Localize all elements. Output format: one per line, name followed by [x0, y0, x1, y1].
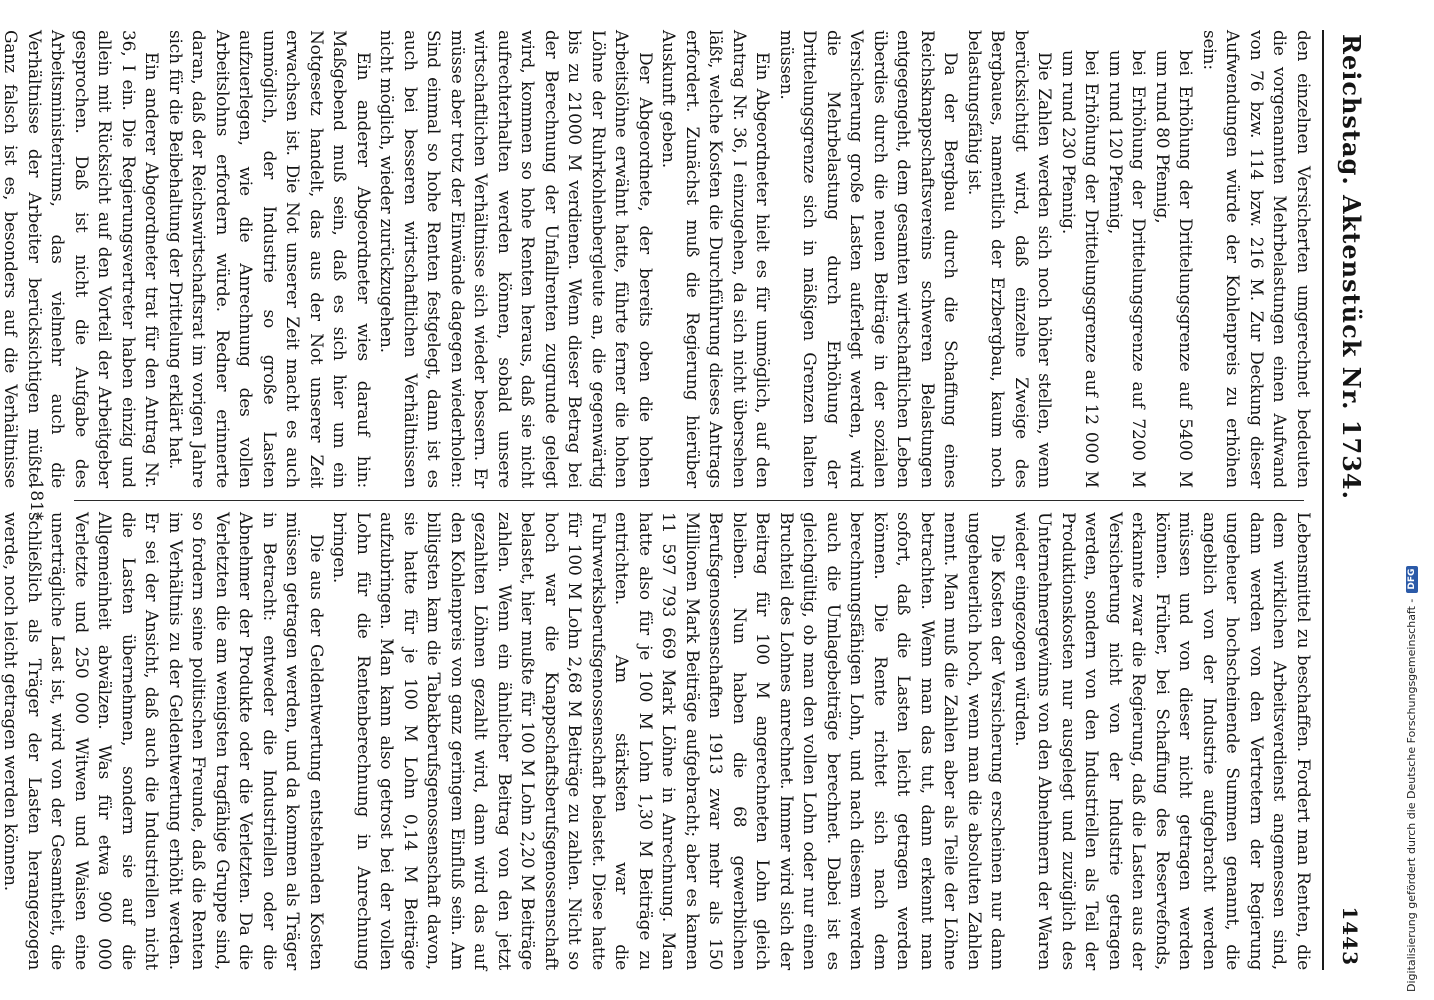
column-divider — [74, 500, 1304, 501]
paragraph: bei Erhöhung der Drittelungsgrenze auf 12 000 M um rund 230 Pfennig. — [1058, 50, 1102, 488]
paragraph: Die Zahlen werden sich noch höher stellen, wenn berücksichtigt wird, daß einzelne Zweige des Bergbaues, namentlich der Erzbergbau, kaum noch belastungsfähig ist. — [964, 30, 1055, 488]
digitisation-notice-text: Digitalisierung gefördert durch die Deutsche Forschungsgemeinschaft - — [1405, 598, 1418, 992]
paragraph: Ein Abgeordneter hielt es für unmöglich, auf den Antrag Nr. 36, I einzugehen, da sich nicht übersehen läßt, welche Kosten die Durchführung dieses Antrags erfordert. Zunächst muß die Regierung hierüber Auskunft geben. — [658, 30, 773, 488]
right-column — [0, 512, 1314, 970]
digitisation-notice-text-wrap — [1405, 566, 1418, 992]
paragraph: Da der Bergbau durch die Schaffung eines Reichsknappschaftsvereins schweren Belastungen entgegengeht, dem gesamten wirtschaftlichen Leben überdies durch die neuen Beiträge in der sozialen Versicherung große Lasten auferlegt werden, wird die Mehrbelastung durch Erhöhung der Drittelungsgrenze sich in mäßigen Grenzen halten müssen. — [776, 30, 961, 488]
paragraph: Ein anderer Abgeordneter wies darauf hin: Maßgebend muß sein, daß es sich hier um ein Notgesetz handelt, das aus der Not unserer Zeit erwachsen ist. Die Not unserer Zeit macht es auch unmöglich, der Industrie so große Lasten aufzuerlegen, wie die Anrechnung des vollen Arbeitslohns erfordern würde. Redner erinnerte daran, daß der Reichswirtschaftsrat im vorigen Jahre sich für die Beibehaltung der Drittelung erklärt hat. — [165, 30, 373, 488]
paragraph: Die Kosten der Versicherung erscheinen nur dann ungeheuerlich hoch, wenn man die absoluten Zahlen nennt. Man muß die Zahlen aber als Teile der Löhne betrachten. Wenn man das tut, dann erkennt man sofort, daß die Lasten leicht getragen werden können. Die Rente richtet sich nach dem berechnungsfähigen Lohn, und nach diesem werden auch die Umlagebeiträge berechnet. Dabei ist es gleichgültig, ob man den vollen Lohn oder nur einen Bruchteil des Lohnes anrechnet. Immer wird sich der Beitrag für 100 M angerechneten Lohn gleich bleiben. Nun haben die 68 gewerblichen Berufsgenossenschaften 1913 zwar mehr als 150 Millionen Mark Beiträge aufgebracht; aber es kamen 11 597 793 669 Mark Löhne in Anrechnung. Man hatte also für je 100 M Lohn 1,30 M Beiträge zu entrichten. Am stärksten war die Fuhrwerksberufsgenossenschaft belastet. Diese hatte für 100 M Lohn 2,68 M Beiträge zu zahlen. Nicht so hoch war die Knappschaftsberufsgenossenschaft belastet, hier mußte für 100 M Lohn 2,20 M Beiträge zahlen. Wenn ein ähnlicher Beitrag von den jetzt gezahlten Löhnen gezahlt wird, dann wird das auf den Kohlenpreis von ganz geringem Einfluß sein. Am billigsten kam die Tabakberufsgenossenschaft davon, sie hatte für je 100 M Lohn 0,14 M Beiträge aufzubringen. Man kann also getrost bei der vollen Lohn für die Rentenberechnung in Anrechnung bringen. — [329, 512, 1008, 970]
paragraph: bei Erhöhung der Drittelungsgrenze auf 5400 M um rund 80 Pfennig, — [1152, 50, 1196, 488]
paragraph: Ein anderer Abgeordneter trat für den Antrag Nr. 36, I ein. Die Regierungsvertreter haben einzig und allein mit Rücksicht auf den Vorteil der Arbeitgeber gesprochen. Daß ist nicht die Aufgabe des Arbeitsministeriums, das vielmehr auch die Verhältnisse der Arbeiter berücksichtigen müßte. Ganz falsch ist es, besonders auf die Verhältnisse — [0, 30, 162, 488]
page-header — [1322, 30, 1366, 970]
signature-number: 181* — [26, 479, 46, 521]
dfg-logo: DFG — [1406, 566, 1418, 593]
page-number: 1443 — [1338, 906, 1362, 966]
paragraph: bei Erhöhung der Drittelungsgrenze auf 7200 M um rund 120 Pfennig, — [1105, 50, 1149, 488]
left-column — [0, 30, 1314, 488]
digitisation-notice — [1386, 0, 1434, 1000]
paragraph: Der Abgeordnete, der bereits oben die hohen Arbeitslöhne erwähnt hatte, führte ferner die hohen Löhne der Ruhrkohlenbergleute an, die gegenwärtig bis zu 21000 M verdienen. Wenn dieser Betrag bei der Berechnung der Unfallrenten zugrunde gelegt wird, kommen so hohe Renten heraus, daß sie nicht aufrechterhalten werden können, sobald unsere wirtschaftlichen Verhältnisse sich wieder bessern. Er müsse aber trotz der Einwände dagegen wiederholen: Sind einmal so hohe Renten festgelegt, dann ist es auch bei besseren wirtschaftlichen Verhältnissen nicht möglich, wieder zurückzugehen. — [376, 30, 655, 488]
paragraph: Die aus der Geldentwertung entstehenden Kosten müssen getragen werden, und da kommen als Träger in Betracht: entweder die Industriellen oder die Abnehmer der Produkte oder die Verletzten. Da die Verletzten die am wenigsten tragfähige Gruppe sind, so fordern seine politischen Freunde, daß die Renten im Verhältnis zu der Geldentwertung erhöht werden. Er sei der Ansicht, daß auch die Industriellen nicht die Lasten übernehmen, sondern sie auf die Allgemeinheit abwälzen. Was für etwa 900 000 Verletzte und 250 000 Witwen und Waisen eine unerträgliche Last ist, wird von der Gesamtheit, die schließlich als Träger der Lasten herangezogen werde, noch leicht getragen werden können. — [0, 512, 326, 970]
paragraph: Lebensmittel zu beschaffen. Fordert man Renten, die dem wirklichen Arbeitsverdienst angemessen sind, dann werden von den Vertretern der Regierung ungeheuer hochscheinende Summen genannt, die angeblich von der Industrie aufgebracht werden müssen und von dieser nicht getragen werden können. Früher, bei Schaffung des Reservefonds, erkannte zwar die Regierung, daß die Lasten aus der Versicherung nicht von der Industrie getragen werden, sondern von den Industriellen als Teil der Produktionskosten nur ausgelegt und zuzüglich des Unternehmergewinns von den Abnehmern der Waren wieder eingezogen würden. — [1011, 512, 1313, 970]
page-title: Reichstag. Aktenstück Nr. 1734. — [1337, 34, 1366, 500]
paragraph: den einzelnen Versicherten umgerechnet bedeuten die vorgenannten Mehrbelastungen einen Aufwand von 76 bzw. 114 bzw. 216 M. Zur Deckung dieser Aufwendungen würde der Kohlenpreis zu erhöhen sein: — [1199, 30, 1313, 488]
